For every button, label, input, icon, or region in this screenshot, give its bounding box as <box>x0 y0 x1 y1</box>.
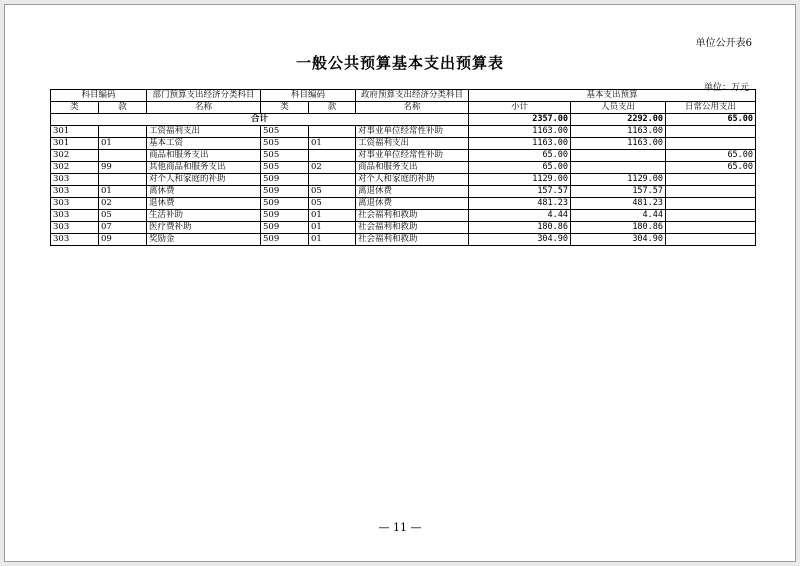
cell-gname: 离退休费 <box>356 186 469 198</box>
cell-kuan <box>99 174 147 186</box>
cell-glei: 509 <box>261 222 309 234</box>
cell-name: 离休费 <box>147 186 261 198</box>
cell-public <box>666 186 756 198</box>
cell-name: 商品和服务支出 <box>147 150 261 162</box>
table-row <box>51 234 756 246</box>
cell-name: 奖励金 <box>147 234 261 246</box>
cell-glei: 509 <box>261 174 309 186</box>
cell-personnel: 157.57 <box>571 186 666 198</box>
cell-personnel: 180.86 <box>571 222 666 234</box>
cell-lei: 301 <box>51 126 99 138</box>
cell-lei: 301 <box>51 138 99 150</box>
cell-subtotal: 481.23 <box>469 198 571 210</box>
cell-lei: 303 <box>51 210 99 222</box>
cell-gname: 社会福利和救助 <box>356 222 469 234</box>
form-label: 单位公开表6 <box>695 38 752 49</box>
cell-name: 生活补助 <box>147 210 261 222</box>
cell-public: 65.00 <box>666 150 756 162</box>
cell-subtotal: 1129.00 <box>469 174 571 186</box>
cell-gkuan <box>309 150 356 162</box>
cell-personnel: 304.90 <box>571 234 666 246</box>
header-kuan: 款 <box>99 102 147 114</box>
cell-subtotal: 304.90 <box>469 234 571 246</box>
cell-glei: 505 <box>261 150 309 162</box>
header-kuan-2: 款 <box>309 102 356 114</box>
cell-gkuan <box>309 126 356 138</box>
cell-lei: 302 <box>51 150 99 162</box>
cell-public: 65.00 <box>666 162 756 174</box>
cell-name: 医疗费补助 <box>147 222 261 234</box>
cell-subtotal: 65.00 <box>469 162 571 174</box>
table-row <box>51 222 756 234</box>
table-row <box>51 162 756 174</box>
cell-subtotal: 4.44 <box>469 210 571 222</box>
cell-lei: 303 <box>51 222 99 234</box>
header-gov-name-1: 政府预算支出经济分类科目 <box>356 90 469 102</box>
cell-subtotal: 1163.00 <box>469 126 571 138</box>
cell-kuan: 02 <box>99 198 147 210</box>
cell-subtotal: 157.57 <box>469 186 571 198</box>
header-personnel: 人员支出 <box>571 102 666 114</box>
cell-personnel <box>571 150 666 162</box>
total-subtotal: 2357.00 <box>469 114 571 126</box>
cell-glei: 505 <box>261 138 309 150</box>
unit-label: 单位：万元 <box>703 83 749 93</box>
cell-personnel: 481.23 <box>571 198 666 210</box>
cell-kuan <box>99 150 147 162</box>
cell-gkuan: 01 <box>309 210 356 222</box>
cell-gname: 离退休费 <box>356 198 469 210</box>
cell-kuan: 99 <box>99 162 147 174</box>
cell-public <box>666 210 756 222</box>
cell-gkuan <box>309 174 356 186</box>
cell-kuan: 07 <box>99 222 147 234</box>
total-row <box>51 114 756 126</box>
cell-public <box>666 222 756 234</box>
header-dept-code: 科目编码 <box>51 90 147 102</box>
cell-public <box>666 198 756 210</box>
header-row-1 <box>51 90 756 102</box>
table-row <box>51 150 756 162</box>
cell-gname: 工资福利支出 <box>356 138 469 150</box>
total-public: 65.00 <box>666 114 756 126</box>
cell-lei: 303 <box>51 198 99 210</box>
table-row <box>51 186 756 198</box>
cell-kuan: 01 <box>99 186 147 198</box>
cell-personnel: 1129.00 <box>571 174 666 186</box>
cell-gname: 对个人和家庭的补助 <box>356 174 469 186</box>
cell-name: 其他商品和服务支出 <box>147 162 261 174</box>
header-row-2 <box>51 102 756 114</box>
cell-glei: 509 <box>261 186 309 198</box>
cell-public <box>666 234 756 246</box>
header-lei: 类 <box>51 102 99 114</box>
total-label: 合计 <box>51 114 469 126</box>
header-dept-name-2: 名称 <box>147 102 261 114</box>
cell-name: 退休费 <box>147 198 261 210</box>
cell-gname: 社会福利和救助 <box>356 210 469 222</box>
cell-personnel: 1163.00 <box>571 138 666 150</box>
document-page <box>4 4 796 562</box>
budget-table <box>50 89 756 246</box>
cell-gkuan: 05 <box>309 186 356 198</box>
cell-subtotal: 1163.00 <box>469 138 571 150</box>
cell-gname: 对事业单位经常性补助 <box>356 126 469 138</box>
cell-lei: 303 <box>51 234 99 246</box>
cell-gkuan: 01 <box>309 138 356 150</box>
cell-glei: 505 <box>261 162 309 174</box>
cell-gkuan: 05 <box>309 198 356 210</box>
cell-gname: 社会福利和救助 <box>356 234 469 246</box>
table-row <box>51 126 756 138</box>
header-basic: 基本支出预算 <box>469 90 756 102</box>
cell-glei: 505 <box>261 126 309 138</box>
page-number: — 11 — <box>378 521 422 534</box>
cell-glei: 509 <box>261 234 309 246</box>
cell-glei: 509 <box>261 198 309 210</box>
header-dept-name-1: 部门预算支出经济分类科目 <box>147 90 261 102</box>
cell-glei: 509 <box>261 210 309 222</box>
cell-gkuan: 01 <box>309 222 356 234</box>
cell-gkuan: 02 <box>309 162 356 174</box>
header-subtotal: 小计 <box>469 102 571 114</box>
cell-public <box>666 126 756 138</box>
cell-public <box>666 174 756 186</box>
cell-kuan: 09 <box>99 234 147 246</box>
cell-name: 对个人和家庭的补助 <box>147 174 261 186</box>
cell-kuan: 01 <box>99 138 147 150</box>
cell-gkuan: 01 <box>309 234 356 246</box>
table-row <box>51 174 756 186</box>
cell-name: 基本工资 <box>147 138 261 150</box>
cell-gname: 对事业单位经常性补助 <box>356 150 469 162</box>
cell-subtotal: 65.00 <box>469 150 571 162</box>
header-public: 日常公用支出 <box>666 102 756 114</box>
cell-personnel: 4.44 <box>571 210 666 222</box>
cell-personnel: 1163.00 <box>571 126 666 138</box>
page-title: 一般公共预算基本支出预算表 <box>295 54 504 72</box>
cell-personnel <box>571 162 666 174</box>
cell-public <box>666 138 756 150</box>
cell-subtotal: 180.86 <box>469 222 571 234</box>
header-lei-2: 类 <box>261 102 309 114</box>
table-row <box>51 198 756 210</box>
header-gov-name-2: 名称 <box>356 102 469 114</box>
cell-kuan <box>99 126 147 138</box>
total-personnel: 2292.00 <box>571 114 666 126</box>
cell-gname: 商品和服务支出 <box>356 162 469 174</box>
cell-lei: 302 <box>51 162 99 174</box>
cell-name: 工资福利支出 <box>147 126 261 138</box>
cell-kuan: 05 <box>99 210 147 222</box>
table-row <box>51 210 756 222</box>
table-row <box>51 138 756 150</box>
header-gov-code: 科目编码 <box>261 90 356 102</box>
cell-lei: 303 <box>51 174 99 186</box>
cell-lei: 303 <box>51 186 99 198</box>
